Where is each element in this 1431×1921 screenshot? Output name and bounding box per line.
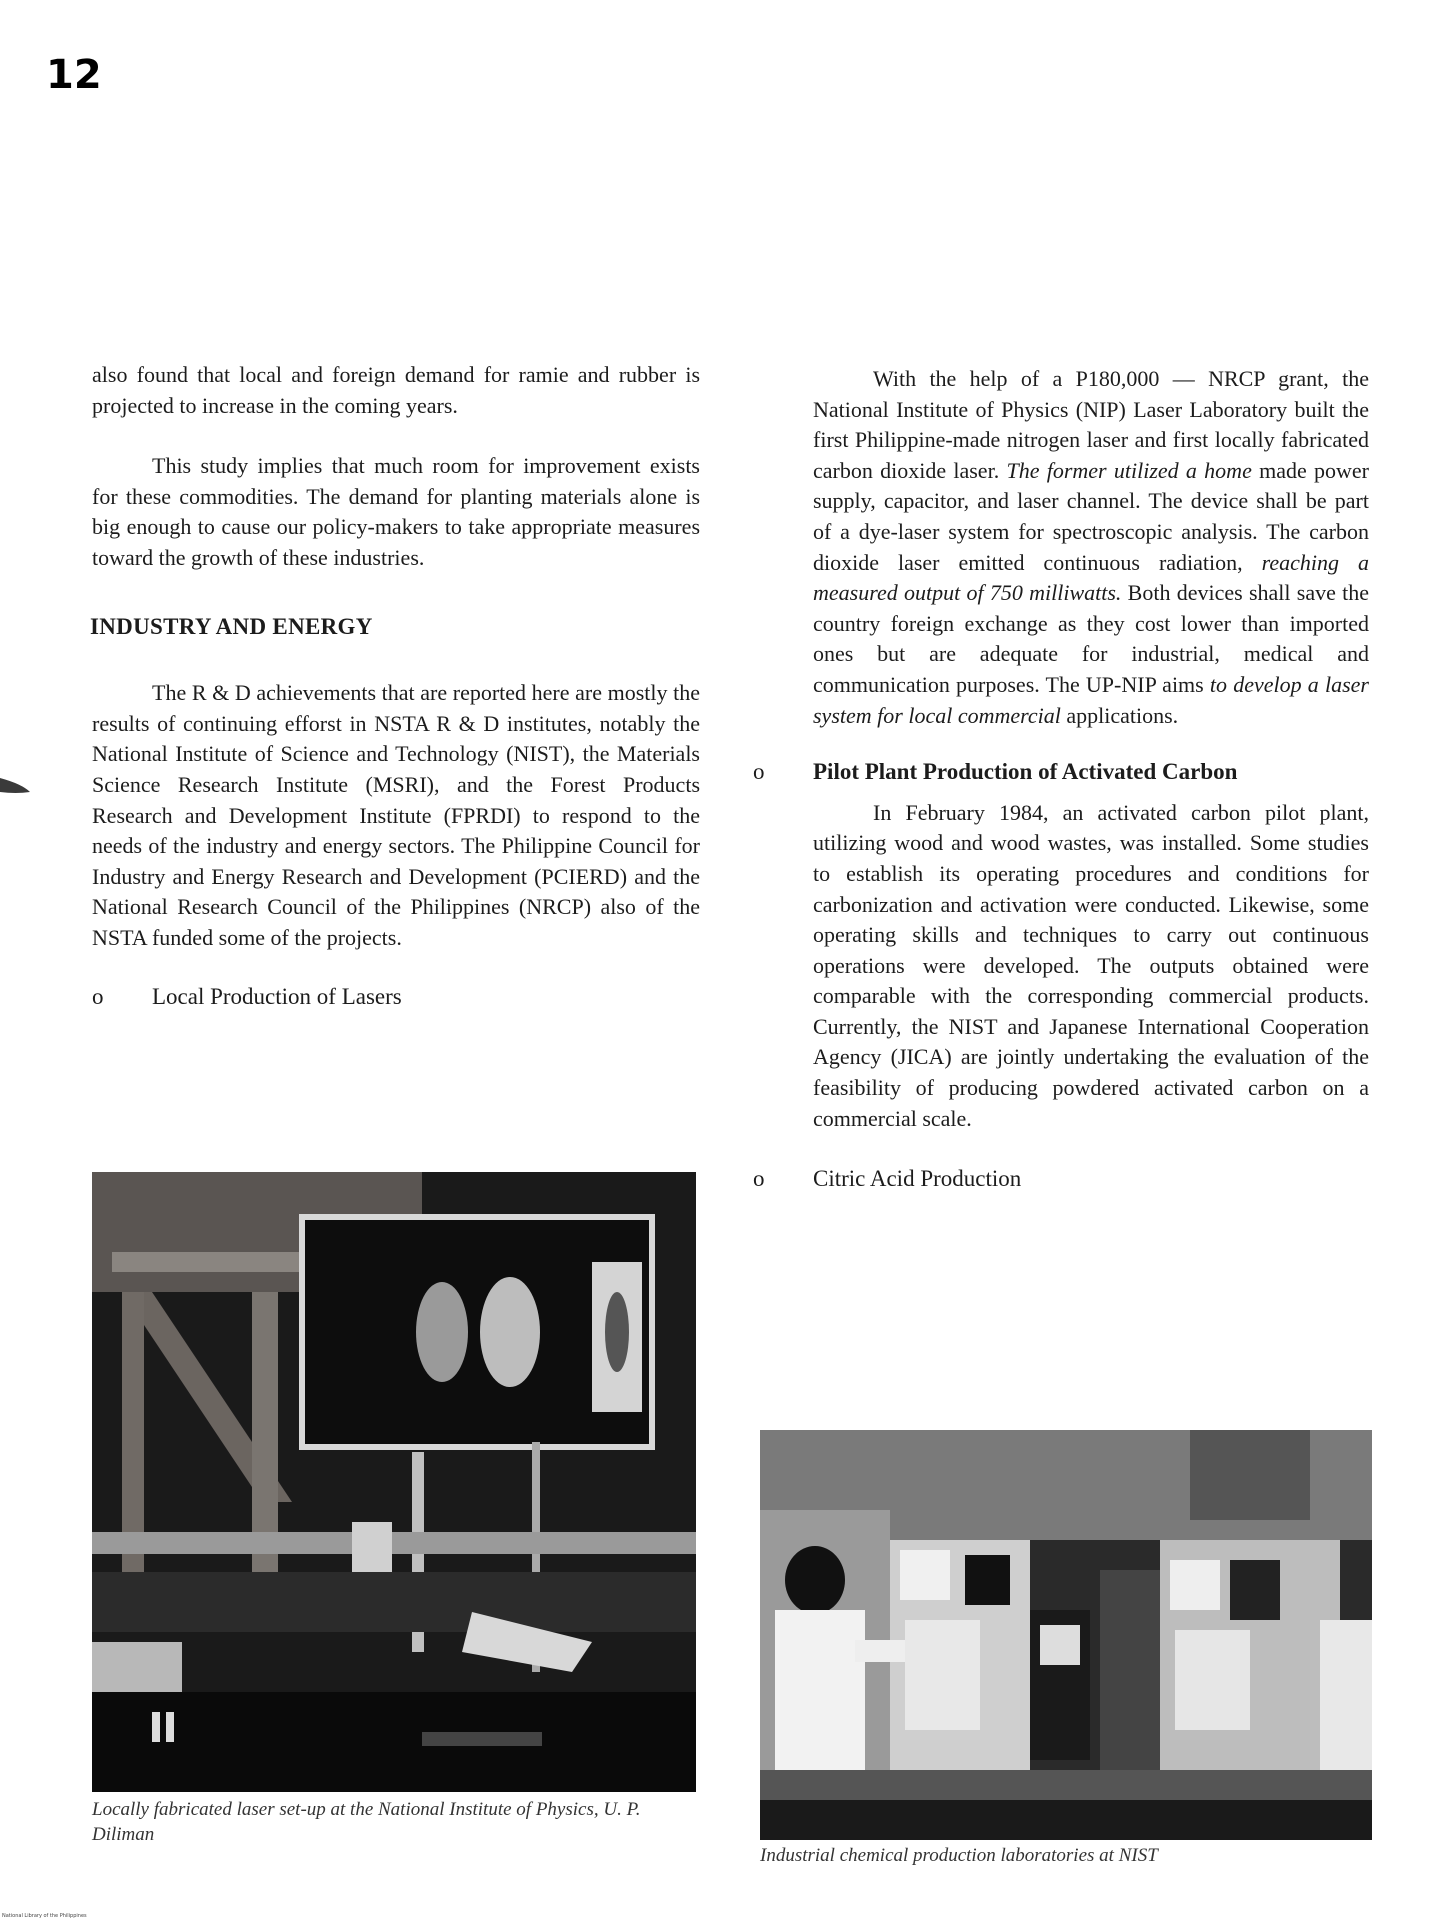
footer-credit: National Library of the Philippines [2,1913,87,1919]
left-column [92,360,700,1012]
bullet-mark: o [92,983,104,1009]
left-para-1: also found that local and foreign demand for ramie and rubber is projected to increase in the coming years. [92,362,700,418]
right-photo-caption: Industrial chemical production laboratories at NIST [760,1845,1158,1866]
right-para-1-f: to develop a laser system for local commercial [813,671,1369,728]
bullet-heading-carbon: Pilot Plant Production of Activated Carbon [813,759,1238,785]
chemical-lab-photo [760,1430,1372,1840]
right-para-1-b: The former utilized a home [1006,457,1252,483]
left-para-3: The R & D achievements that are reported here are mostly the results of continuing efforst in NSTA R & D institutes, notably the National Institute of Science and Technology (NIST), the Materials Science Research Institute (MSRI), and the Forest Products Research and Development Institute (FPRDI) to respond to the needs of the industry and energy sectors. The Philippine Council for Industry and Energy Research and Development (PCIERD) and the National Research Council of the Philippines (NRCP) also of the NSTA funded some of the projects. [92,680,700,950]
margin-mark [0,770,34,804]
laser-setup-photo [92,1172,696,1792]
left-photo-caption: Locally fabricated laser set-up at the National Institute of Physics, U. P. Diliman [92,1799,641,1845]
section-heading: INDUSTRY AND ENERGY [90,613,373,639]
page-number: 12 [46,52,102,98]
left-para-2: This study implies that much room for improvement exists for these commodities. The demand for planting materials alone is big enough to cause our policy-makers to take appropriate measures toward the growth of these industries. [92,453,700,570]
right-para-1 [813,364,1369,731]
right-para-1-c: made power supply, capacitor, and laser channel. The device shall be part of a dye-laser system for spectroscopic analysis. The carbon dioxide laser emitted continuous radiation, [813,457,1369,575]
right-para-1-d: reaching a measured output of 750 milliwatts. [813,549,1370,606]
bullet-mark: o [753,759,765,785]
right-column [753,364,1370,1195]
bullet-lasers [92,982,700,1013]
right-para-1-e: Both devices shall save the country foreign exchange as they cost lower than imported ones but are adequate for industrial, medical and communication purposes. The UP-NIP aims [813,580,1369,697]
right-para-1-a: With the help of a P180,000 — NRCP grant, the National Institute of Physics (NIP) Laser Laboratory built the first Philippine-made nitrogen laser and first locally fabricated carbon dioxide laser. [813,366,1369,483]
right-para-1-g: applications. [1066,702,1179,728]
right-para-2: In February 1984, an activated carbon pilot plant, utilizing wood and wood wastes, was installed. Some studies to establish its operating procedures and conditions for carbonization and activation were conducted. Likewise, some operating skills and techniques to carry out continuous operations were developed. The outputs obtained were comparable with the corresponding commercial products. Currently, the NIST and Japanese International Cooperation Agency (JICA) are jointly undertaking the evaluation of the feasibility of producing powdered activated carbon on a commercial scale. [813,799,1369,1131]
bullet-citric-acid [753,1164,1369,1195]
bullet-activated-carbon [753,757,1369,788]
bullet-heading-lasers: Local Production of Lasers [152,983,402,1009]
bullet-mark: o [753,1166,765,1192]
bullet-heading-citric: Citric Acid Production [813,1166,1022,1192]
